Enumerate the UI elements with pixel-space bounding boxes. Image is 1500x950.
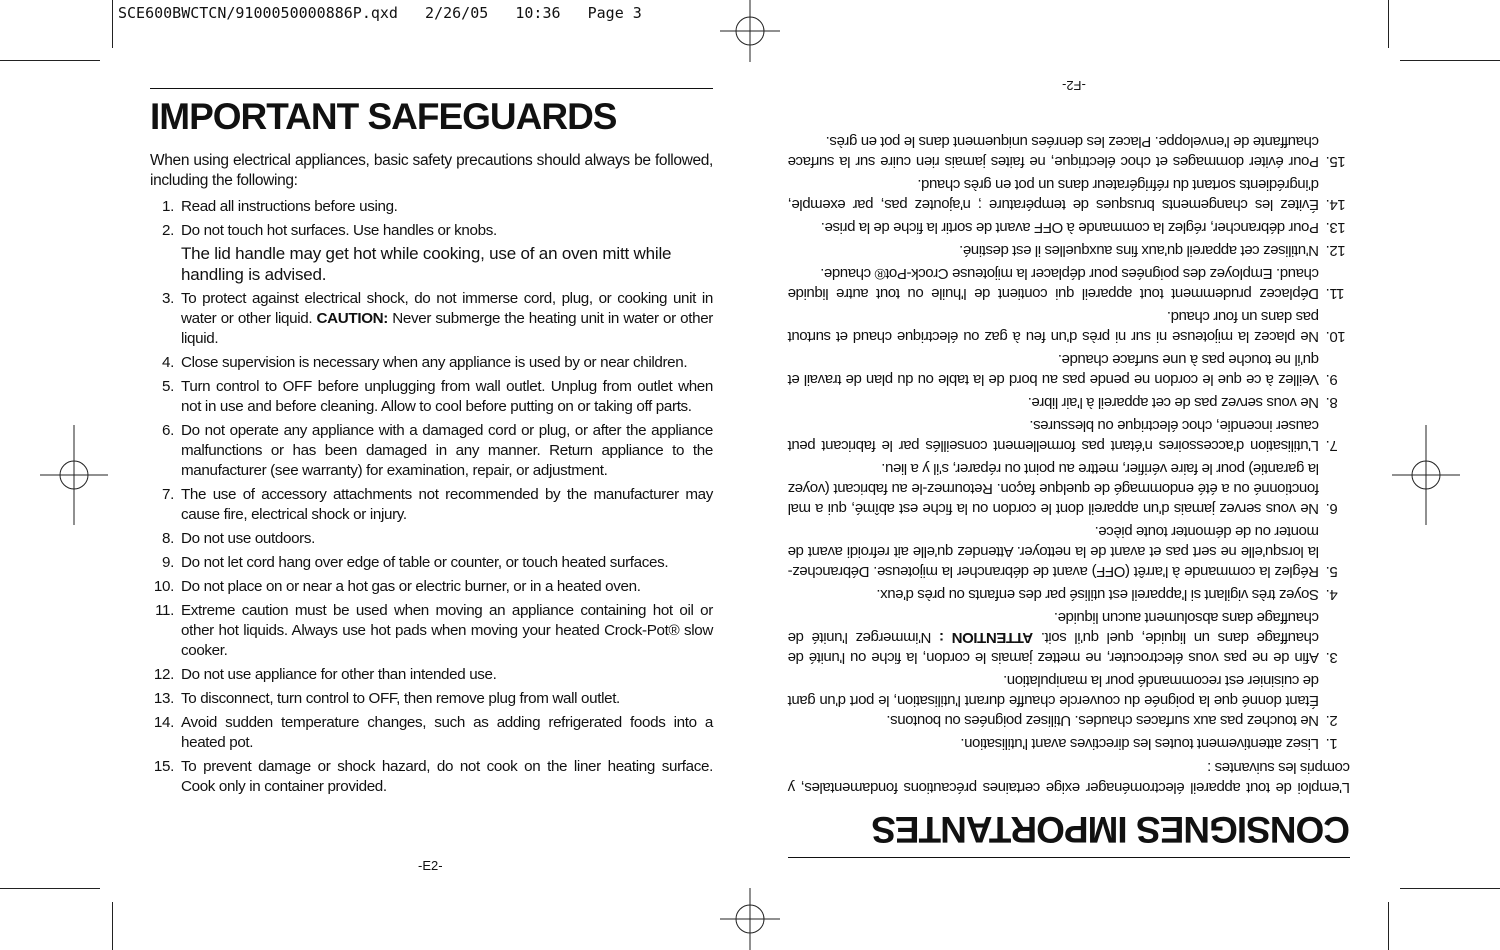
list-item: 9. Veillez à ce que le cordon ne pende pas au bord de la table ou du plan de travail et qu'il ne touche pas à une surface chaude. xyxy=(788,351,1338,388)
list-item: 13. To disconnect, turn control to OFF, then remove plug from wall outlet. xyxy=(153,690,620,707)
list-item: 2. Ne touchez pas aux surfaces chaudes. Utilisez poignées ou boutons. Étant donné que la poignée du couvercle chauffe durant l'utilisation, le port d'un gant de cuisinier est recommandé pour la manipulation. xyxy=(788,672,1338,729)
french-page-number: -F2- xyxy=(1062,78,1086,93)
french-page-title: CONSIGNES IMPORTANTES xyxy=(872,809,1350,850)
crop-mark-top-left-horizontal xyxy=(0,60,100,61)
list-item: 10. Ne placez la mijoteuse ni sur ni près d'un feu à gaz ou électrique chaud et surtout pas dans un four chaud. xyxy=(788,308,1346,345)
registration-mark-bottom-icon xyxy=(700,888,800,950)
registration-mark-top-icon xyxy=(700,0,800,62)
registration-mark-right-icon xyxy=(1392,425,1460,525)
list-item: 10. Do not place on or near a hot gas or electric burner, or in a heated oven. xyxy=(153,578,641,595)
list-item: 9. Do not let cord hang over edge of table or counter, or touch heated surfaces. xyxy=(162,554,669,571)
lid-handle-note: The lid handle may get hot while cooking, use of an oven mitt while handling is advised. xyxy=(181,244,672,284)
crop-mark-bottom-left-horizontal xyxy=(0,888,100,889)
list-item: 1. Read all instructions before using. xyxy=(162,198,398,215)
list-item: 15. Pour éviter dommages et choc électrique, ne faites jamais rien cuire sur la surface chauffante de l'enveloppe. Placez les denrées uniquement dans le pot en grès. xyxy=(788,133,1346,170)
list-item: 11. Extreme caution must be used when moving an appliance containing hot oil or other hot liquids. Always use hot pads when moving your heated Crock-Pot® slow cooker. xyxy=(155,602,713,659)
crop-mark-bottom-left-vertical xyxy=(112,902,113,950)
title-rule xyxy=(150,88,713,89)
page-title: IMPORTANT SAFEGUARDS xyxy=(150,96,617,137)
registration-mark-left-icon xyxy=(40,425,108,525)
list-item: 7. L'utilisation d'accessoires n'étant pas formellement conseillés par le fabricant peut causer incendie, choc électrique ou blessures. xyxy=(788,417,1338,454)
list-item: 12. Do not use appliance for other than intended use. xyxy=(153,666,497,683)
list-item: 11. Déplacez prudemment tout appareil qui contient de l'huile ou tout autre liquide chaud. Employez des poignées pour déplacer la mijoteuse Crock-Pot® chaude. xyxy=(788,265,1345,302)
list-item: 3. Afin de ne pas vous électrocuter, ne mettez jamais le cordon, la fiche ou l'unité de chauffage dans un liquide, quel qu'il soit. ATTENTION : N'immergez l'unité de chauffage dans absolument aucun liquide. xyxy=(788,609,1338,666)
list-item: 1. Lisez attentivement toutes les directives avant l'utilisation. xyxy=(960,735,1338,752)
list-item: 2. Do not touch hot surfaces. Use handles or knobs. The lid handle may get hot while cooking, use of an oven mitt while handling is advised. xyxy=(150,221,713,285)
french-safeguards-list xyxy=(788,131,1350,753)
list-item: 12. N'utilisez cet appareil qu'aux fins auxquelles il est destiné. xyxy=(959,242,1346,259)
crop-mark-bottom-right-horizontal xyxy=(1400,888,1500,889)
attention-label: ATTENTION : xyxy=(939,629,1034,646)
list-item: 8. Do not use outdoors. xyxy=(162,530,315,547)
french-lid-handle-note: Étant donné que la poignée du couvercle chauffe durant l'utilisation, le port d'un gant de cuisinier est recommandé pour la manipulation. xyxy=(788,672,1319,709)
list-item: 14. Avoid sudden temperature changes, such as adding refrigerated foods into a heated pot. xyxy=(153,714,713,751)
safeguards-list xyxy=(150,197,713,797)
list-item: 13. Pour débrancher, réglez la commande à OFF avant de sortir la fiche de la prise. xyxy=(821,219,1346,236)
french-title-rule xyxy=(788,857,1350,858)
caution-label: CAUTION: xyxy=(316,310,388,327)
french-safeguards-page xyxy=(788,98,1350,858)
list-item: 15. To prevent damage or shock hazard, do not cook on the liner heating surface. Cook only in container provided. xyxy=(153,758,713,795)
list-item: 3. To protect against electrical shock, do not immerse cord, plug, or cooking unit in water or other liquid. CAUTION: Never submerge the heating unit in water or other liquid. xyxy=(162,290,714,347)
crop-mark-bottom-right-vertical xyxy=(1388,902,1389,950)
list-item: 7. The use of accessory attachments not recommended by the manufacturer may cause fire, electrical shock or injury. xyxy=(162,486,713,523)
crop-mark-top-right-horizontal xyxy=(1400,60,1500,61)
crop-mark-top-right-vertical xyxy=(1388,0,1389,48)
list-item: 6. Do not operate any appliance with a damaged cord or plug, or after the appliance malfunctions or has been damaged in any manner. Return appliance to the manufacturer (see warranty) for examination, repair, or adjustment. xyxy=(162,422,713,479)
crop-mark-top-left-vertical xyxy=(112,0,113,48)
list-item: 8. Ne vous servez pas de cet appareil à l'air libre. xyxy=(1028,394,1338,411)
english-page-number: -E2- xyxy=(418,858,443,873)
print-slug-header: SCE600BWCTCN/9100050000886P.qxd 2/26/05 10:36 Page 3 xyxy=(118,4,642,22)
list-item: 5. Réglez la commande à l'arrêt (OFF) avant de débrancher la mijoteuse. Débranchez-la lorsqu'elle ne sert pas et avant de la nettoyer. Attendez qu'elle ait refroidi avant de monter ou de démonter toute pièce. xyxy=(788,523,1338,580)
french-intro-paragraph: L'emploi de tout appareil électroménager exige certaines précautions fondamentales, y compris les suivantes : xyxy=(788,759,1350,796)
english-safeguards-page xyxy=(150,88,713,801)
list-item: 4. Close supervision is necessary when any appliance is used by or near children. xyxy=(162,354,688,371)
list-item: 5. Turn control to OFF before unplugging from wall outlet. Unplug from outlet when not in use and before cleaning. Allow to cool before putting on or taking off parts. xyxy=(162,378,713,415)
list-item: 14. Évitez les changements brusques de température ; n'ajoutez pas, par exemple, d'ingrédients sortant du réfrigérateur dans un pot en grès chaud. xyxy=(788,176,1346,213)
list-item: 4. Soyez très vigilant si l'appareil est utilisé par des enfants ou près d'eux. xyxy=(876,586,1338,603)
intro-paragraph: When using electrical appliances, basic safety precautions should always be followed, including the following: xyxy=(150,152,713,189)
list-item: 6. Ne vous servez jamais d'un appareil dont le cordon ou la fiche est abîmé, qui a mal fonctionné ou a été endommagé de quelque façon. Retournez-le au fabricant (voyez la garantie) pour le faire vérifier, mettre au point ou réparer, s'il y a lieu. xyxy=(788,460,1338,517)
